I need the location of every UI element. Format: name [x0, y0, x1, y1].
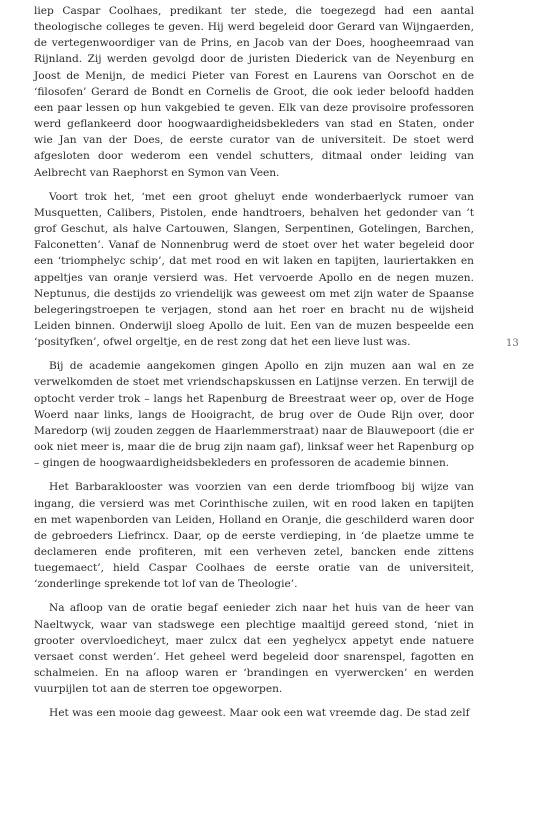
- paragraph: liep Caspar Coolhaes, predikant ter stede, die toegezegd had een aantal theologische colleges te geven. Hij werd begeleid door Gerard van Wijngaerden, de vertegenwoordiger van de Prins, en Jacob van der Does, hoogheemraad van Rijnland. Zij werden gevolgd door de juristen Diederick van de Neyenburg en Joost de Menijn, de medici Pieter van Forest en Laurens van Oorschot en de ‘filosofen’ Gerard de Bondt en Cornelis de Groot, die ook ieder beloofd hadden een paar lessen op hun vakgebied te geven. Elk van deze provisoire professoren werd geflankeerd door hoogwaardigheidsbekleders van stad en Staten, onder wie Jan van der Does, de eerste curator van de universiteit. De stoet werd afgesloten door wederom een vendel schutters, ditmaal onder leiding van Aelbrecht van Raephorst en Symon van Veen.: [34, 5, 474, 179]
- body-text: [34, 3, 474, 722]
- paragraph: Het Barbaraklooster was voorzien van een derde triomfboog bij wijze van ingang, die versierd was met Corinthische zuilen, wit en rood laken en tapijten en met wapenborden van Leiden, Holland en Oranje, die geschilderd waren door de gebroeders Liefrincx. Daar, op de eerste verdieping, in ‘de plaetze umme te declameren ende profiteren, mit een verheven zetel, bancken ende zittens tuegemaect’, hield Caspar Coolhaes de eerste oratie van de universiteit, ‘zonderlinge sprekende tot lof van de Theologie’.: [34, 481, 474, 591]
- paragraph: Na afloop van de oratie begaf eenieder zich naar het huis van de heer van Naeltwyck, waar van stadswege een plechtige maaltijd gereed stond, ‘niet in grooter overvloedicheyt, maer zulcx dat een yeghelycx appetyt ende natuere versaet const werden’. Het geheel werd begeleid door snarenspel, fagotten en schalmeien. En na afloop waren er ‘brandingen en vyerwercken’ en werden vuurpijlen tot aan de sterren toe opgeworpen.: [34, 602, 474, 696]
- paragraph: Het was een mooie dag geweest. Maar ook een wat vreemde dag. De stad zelf: [49, 707, 470, 720]
- paragraph: Voort trok het, ‘met een groot gheluyt ende wonderbaerlyck rumoer van Musquetten, Calibers, Pistolen, ende handtroers, behalven het gedonder van ’t grof Geschut, als halve Cartouwen, Slangen, Serpentinen, Gotelingen, Barchen, Falconetten’. Vanaf de Nonnenbrug werd de stoet over het water begeleid door een ‘triomphelyc schip’, dat met rood en wit laken en tapijten, lauriertakken en appeltjes van oranje versierd was. Het vervoerde Apollo en de negen muzen. Neptunus, die destijds zo vriendelijk was geweest om met zijn water de Spaanse belegeringstroepen te verjagen, stond aan het roer en bracht nu de wijsheid Leiden binnen. Onderwijl sloeg Apollo de luit. Een van de muzen bespeelde een ‘posityfken’, ofwel orgeltje, en de rest zong dat het een lieve lust was.: [34, 190, 474, 349]
- paragraph: Bij de academie aangekomen gingen Apollo en zijn muzen aan wal en ze verwelkomden de stoet met vriendschapskussen en Latijnse verzen. En terwijl de optocht verder trok – langs het Rapenburg de Breestraat weer op, over de Hoge Woerd naar links, langs de Hooigracht, de brug over de Oude Rijn over, door Maredorp (wij zouden zeggen de Haarlemmerstraat) naar de Blauwepoort (die er ook niet meer is, maar die de brug zijn naam gaf), linksaf weer het Rapenburg op – gingen de hoogwaardigheidsbekleders en professoren de academie binnen.: [34, 360, 474, 470]
- page-number: 13: [506, 338, 519, 349]
